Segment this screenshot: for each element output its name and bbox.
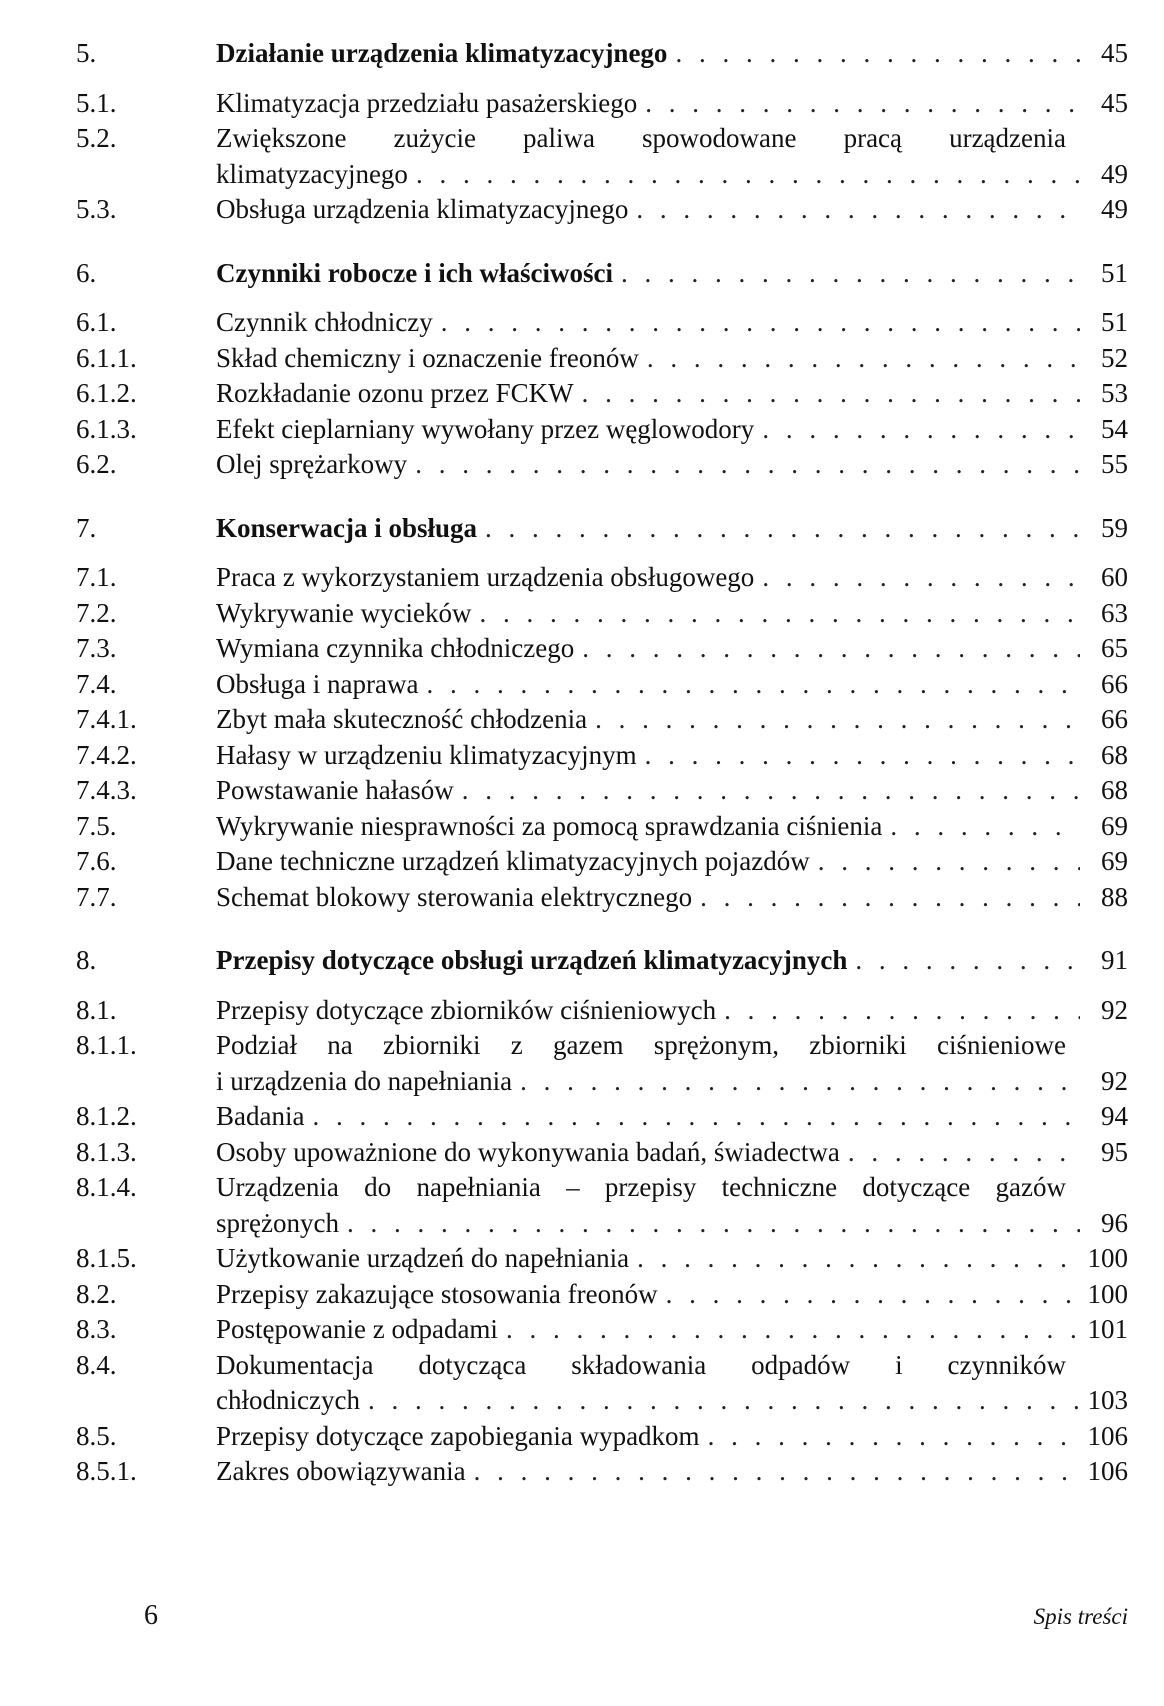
entry-text: [216, 1312, 1128, 1348]
entry-page: 52: [1101, 342, 1128, 373]
toc-section: [76, 511, 1128, 916]
entry-text: [216, 1277, 1128, 1313]
dot-leader: [675, 36, 1080, 72]
entry-title-continued: klimatyzacyjnego: [216, 158, 408, 189]
dot-leader: [582, 376, 1080, 412]
toc-section: [76, 36, 1128, 228]
entry-title: Osoby upoważnione do wykonywania badań, świadectwa: [216, 1136, 840, 1167]
entry-text: [216, 809, 1128, 845]
entry-text: [216, 1241, 1128, 1277]
dot-leader: [762, 560, 1080, 596]
entry-title: Schemat blokowy sterowania elektrycznego: [216, 881, 693, 912]
entry-page: 60: [1101, 562, 1128, 592]
entry-page: 69: [1101, 810, 1128, 841]
entry-text: [216, 341, 1128, 377]
chapter-entry: [216, 943, 1128, 979]
entry-text: [216, 993, 1128, 1029]
entry-title-continued: i urządzenia do napełniania: [216, 1065, 513, 1096]
entry-number: 7.2.: [76, 597, 117, 628]
entry-number: 6.1.2.: [76, 378, 137, 408]
entry-text: [216, 844, 1128, 880]
entry-page: 53: [1101, 378, 1128, 408]
entry-title-continued-line: [216, 1064, 1128, 1100]
chapter-page: 51: [1101, 257, 1128, 288]
chapter-page: 91: [1101, 945, 1128, 975]
entry-number: 7.7.: [76, 881, 117, 912]
entry-number: 7.3.: [76, 633, 117, 663]
entry-page: 68: [1101, 775, 1128, 805]
toc-entry: [76, 1170, 1128, 1241]
entry-text: [216, 596, 1128, 632]
entry-number: 8.1.3.: [76, 1136, 137, 1167]
entry-page: 94: [1101, 1101, 1128, 1131]
entry-number: 8.1.4.: [76, 1172, 137, 1202]
entry-title: Zwiększone zużycie paliwa spowodowane pracą urządzenia: [216, 123, 1066, 153]
entry-number: 6.1.: [76, 307, 117, 337]
entry-title: Powstawanie hałasów: [216, 775, 454, 805]
dot-leader: [368, 1383, 1080, 1419]
entry-number: 7.4.3.: [76, 775, 137, 805]
entry-number: 8.2.: [76, 1278, 117, 1309]
toc-entry: [76, 412, 1128, 448]
toc-entry: [76, 376, 1128, 412]
chapter-page: 45: [1101, 38, 1128, 68]
entry-page: 101: [1087, 1314, 1128, 1344]
toc-entry: [76, 1241, 1128, 1277]
entry-title: Badania: [216, 1101, 305, 1131]
dot-leader: [582, 631, 1080, 667]
chapter-heading: [76, 36, 1128, 72]
entry-page: 55: [1101, 449, 1128, 479]
dot-leader: [480, 596, 1080, 632]
entry-number: 7.1.: [76, 562, 117, 592]
toc-entry: [76, 447, 1128, 483]
toc-entry: [76, 1277, 1128, 1313]
entry-text: [216, 86, 1128, 122]
entry-text: [216, 192, 1128, 228]
toc-entry: [76, 1419, 1128, 1455]
entry-page: 51: [1101, 307, 1128, 337]
chapter-number: 8.: [76, 945, 97, 975]
chapter-title: Konserwacja i obsługa: [216, 512, 478, 543]
entry-page: 106: [1087, 1456, 1128, 1486]
entry-title: Wymiana czynnika chłodniczego: [216, 633, 575, 663]
page-number: 6: [144, 1600, 158, 1631]
entry-page: 96: [1101, 1207, 1128, 1238]
dot-leader: [762, 412, 1080, 448]
dot-leader: [724, 993, 1080, 1029]
entry-page: 68: [1101, 739, 1128, 770]
entry-text: [216, 1348, 1128, 1419]
dot-leader: [890, 809, 1080, 845]
toc-entry: [76, 1454, 1128, 1490]
entry-text: [216, 1099, 1128, 1135]
entry-text: [216, 121, 1128, 192]
entry-title: Efekt cieplarniany wywołany przez węglowodory: [216, 413, 755, 444]
chapter-heading: [76, 256, 1128, 292]
entry-number: 8.4.: [76, 1349, 117, 1380]
dot-leader: [636, 192, 1080, 228]
toc-entry: [76, 341, 1128, 377]
entry-number: 8.1.2.: [76, 1101, 137, 1131]
entry-text: [216, 1028, 1128, 1099]
chapter-entry: [216, 511, 1128, 547]
dot-leader: [347, 1206, 1080, 1242]
entry-title: Podział na zbiorniki z gazem sprężonym, zbiorniki ciśnieniowe: [216, 1030, 1066, 1060]
toc-entry: [76, 993, 1128, 1029]
entry-number: 6.1.3.: [76, 413, 137, 444]
entry-page: 92: [1101, 994, 1128, 1025]
entry-number: 8.1.1.: [76, 1030, 137, 1060]
running-title: Spis treści: [1033, 1604, 1128, 1629]
entry-text: [216, 631, 1128, 667]
toc-entry: [76, 880, 1128, 916]
entry-title: Przepisy zakazujące stosowania freonów: [216, 1278, 658, 1309]
entry-title: Obsługa urządzenia klimatyzacyjnego: [216, 194, 629, 224]
entry-page: 100: [1087, 1243, 1128, 1273]
entry-title-continued-line: [216, 157, 1128, 193]
dot-leader: [645, 738, 1080, 774]
entry-title: Rozkładanie ozonu przez FCKW: [216, 378, 574, 408]
dot-leader: [708, 1419, 1080, 1455]
entry-page: 45: [1101, 87, 1128, 118]
entry-page: 65: [1101, 633, 1128, 663]
entry-number: 7.4.1.: [76, 704, 137, 734]
entry-page: 88: [1101, 881, 1128, 912]
entry-page: 66: [1101, 704, 1128, 734]
entry-title: Skład chemiczny i oznaczenie freonów: [216, 342, 639, 373]
dot-leader: [426, 667, 1080, 703]
chapter-title: Przepisy dotyczące obsługi urządzeń klimatyzacyjnych: [216, 945, 848, 975]
toc-entry: [76, 192, 1128, 228]
toc-section: [76, 256, 1128, 483]
dot-leader: [666, 1277, 1080, 1313]
dot-leader: [855, 943, 1080, 979]
entry-text: [216, 880, 1128, 916]
entry-title: Klimatyzacja przedziału pasażerskiego: [216, 87, 638, 118]
entry-text: [216, 1419, 1128, 1455]
dot-leader: [485, 511, 1080, 547]
entry-number: 8.1.5.: [76, 1243, 137, 1273]
entry-number: 8.3.: [76, 1314, 117, 1344]
entry-number: 5.2.: [76, 123, 117, 153]
toc-entry: [76, 1348, 1128, 1419]
toc-entry: [76, 305, 1128, 341]
entry-page: 100: [1087, 1278, 1128, 1309]
toc-entry: [76, 844, 1128, 880]
entry-title: Obsługa i naprawa: [216, 668, 419, 699]
entry-title: Dokumentacja dotycząca składowania odpadów i czynników: [216, 1349, 1066, 1380]
entry-title: Zakres obowiązywania: [216, 1456, 466, 1486]
entry-title: Praca z wykorzystaniem urządzenia obsługowego: [216, 562, 755, 592]
dot-leader: [848, 1135, 1080, 1171]
entry-page: 106: [1087, 1420, 1128, 1451]
entry-title: Urządzenia do napełniania – przepisy techniczne dotyczące gazów: [216, 1172, 1066, 1202]
entry-title: Zbyt mała skuteczność chłodzenia: [216, 704, 588, 734]
toc-entry: [76, 1135, 1128, 1171]
dot-leader: [647, 341, 1080, 377]
entry-text: [216, 1170, 1128, 1241]
table-of-contents: [76, 36, 1128, 1518]
entry-text: [216, 412, 1128, 448]
entry-number: 6.1.1.: [76, 342, 137, 373]
toc-entry: [76, 738, 1128, 774]
entry-text: [216, 702, 1128, 738]
toc-entry: [76, 86, 1128, 122]
chapter-title: Działanie urządzenia klimatyzacyjnego: [216, 38, 668, 68]
toc-entry: [76, 560, 1128, 596]
entry-page: 66: [1101, 668, 1128, 699]
entry-text: [216, 738, 1128, 774]
entry-title: Użytkowanie urządzeń do napełniania: [216, 1243, 630, 1273]
toc-entry: [76, 1028, 1128, 1099]
entry-page: 95: [1101, 1136, 1128, 1167]
entry-number: 7.6.: [76, 846, 117, 876]
entry-text: [216, 667, 1128, 703]
entry-title: Hałasy w urządzeniu klimatyzacyjnym: [216, 739, 637, 770]
entry-text: [216, 447, 1128, 483]
toc-entry: [76, 773, 1128, 809]
entry-title: Czynnik chłodniczy: [216, 307, 433, 337]
toc-entry: [76, 596, 1128, 632]
entry-page: 63: [1101, 597, 1128, 628]
chapter-heading: [76, 511, 1128, 547]
toc-entry: [76, 121, 1128, 192]
entry-title: Olej sprężarkowy: [216, 449, 408, 479]
entry-text: [216, 1135, 1128, 1171]
chapter-title: Czynniki robocze i ich właściwości: [216, 257, 613, 288]
entry-text: [216, 560, 1128, 596]
entry-title: Przepisy dotyczące zapobiegania wypadkom: [216, 1420, 700, 1451]
entry-page: 103: [1087, 1385, 1128, 1415]
chapter-number: 7.: [76, 512, 97, 543]
entry-page: 92: [1101, 1065, 1128, 1096]
dot-leader: [474, 1454, 1080, 1490]
entry-page: 49: [1101, 158, 1128, 189]
entry-number: 7.4.2.: [76, 739, 137, 770]
dot-leader: [415, 447, 1080, 483]
entry-text: [216, 305, 1128, 341]
dot-leader: [416, 157, 1080, 193]
entry-text: [216, 1454, 1128, 1490]
entry-title-continued: chłodniczych: [216, 1385, 360, 1415]
entry-title: Dane techniczne urządzeń klimatyzacyjnych pojazdów: [216, 846, 810, 876]
entry-number: 5.3.: [76, 194, 117, 224]
dot-leader: [520, 1064, 1080, 1100]
entry-text: [216, 773, 1128, 809]
dot-leader: [462, 773, 1080, 809]
dot-leader: [595, 702, 1080, 738]
dot-leader: [441, 305, 1080, 341]
entry-title: Wykrywanie wycieków: [216, 597, 472, 628]
toc-entry: [76, 667, 1128, 703]
entry-number: 8.1.: [76, 994, 117, 1025]
chapter-heading: [76, 943, 1128, 979]
entry-title: Postępowanie z odpadami: [216, 1314, 498, 1344]
entry-page: 49: [1101, 194, 1128, 224]
chapter-number: 6.: [76, 257, 97, 288]
chapter-entry: [216, 36, 1128, 72]
dot-leader: [506, 1312, 1080, 1348]
toc-entry: [76, 702, 1128, 738]
entry-page: 54: [1101, 413, 1128, 444]
entry-title-continued: sprężonych: [216, 1207, 339, 1238]
entry-number: 8.5.1.: [76, 1456, 137, 1486]
entry-number: 8.5.: [76, 1420, 117, 1451]
entry-number: 6.2.: [76, 449, 117, 479]
toc-entry: [76, 1099, 1128, 1135]
dot-leader: [818, 844, 1080, 880]
toc-entry: [76, 1312, 1128, 1348]
entry-page: 69: [1101, 846, 1128, 876]
dot-leader: [312, 1099, 1080, 1135]
chapter-entry: [216, 256, 1128, 292]
entry-title: Przepisy dotyczące zbiorników ciśnieniowych: [216, 994, 717, 1025]
chapter-page: 59: [1101, 512, 1128, 543]
toc-entry: [76, 631, 1128, 667]
dot-leader: [645, 86, 1080, 122]
chapter-number: 5.: [76, 38, 97, 68]
dot-leader: [700, 880, 1080, 916]
dot-leader: [621, 256, 1080, 292]
toc-section: [76, 943, 1128, 1490]
entry-title-continued-line: [216, 1383, 1128, 1419]
entry-title-continued-line: [216, 1206, 1128, 1242]
entry-number: 7.5.: [76, 810, 117, 841]
entry-number: 7.4.: [76, 668, 117, 699]
entry-number: 5.1.: [76, 87, 117, 118]
toc-entry: [76, 809, 1128, 845]
entry-title: Wykrywanie niesprawności za pomocą sprawdzania ciśnienia: [216, 810, 883, 841]
entry-text: [216, 376, 1128, 412]
dot-leader: [637, 1241, 1080, 1277]
